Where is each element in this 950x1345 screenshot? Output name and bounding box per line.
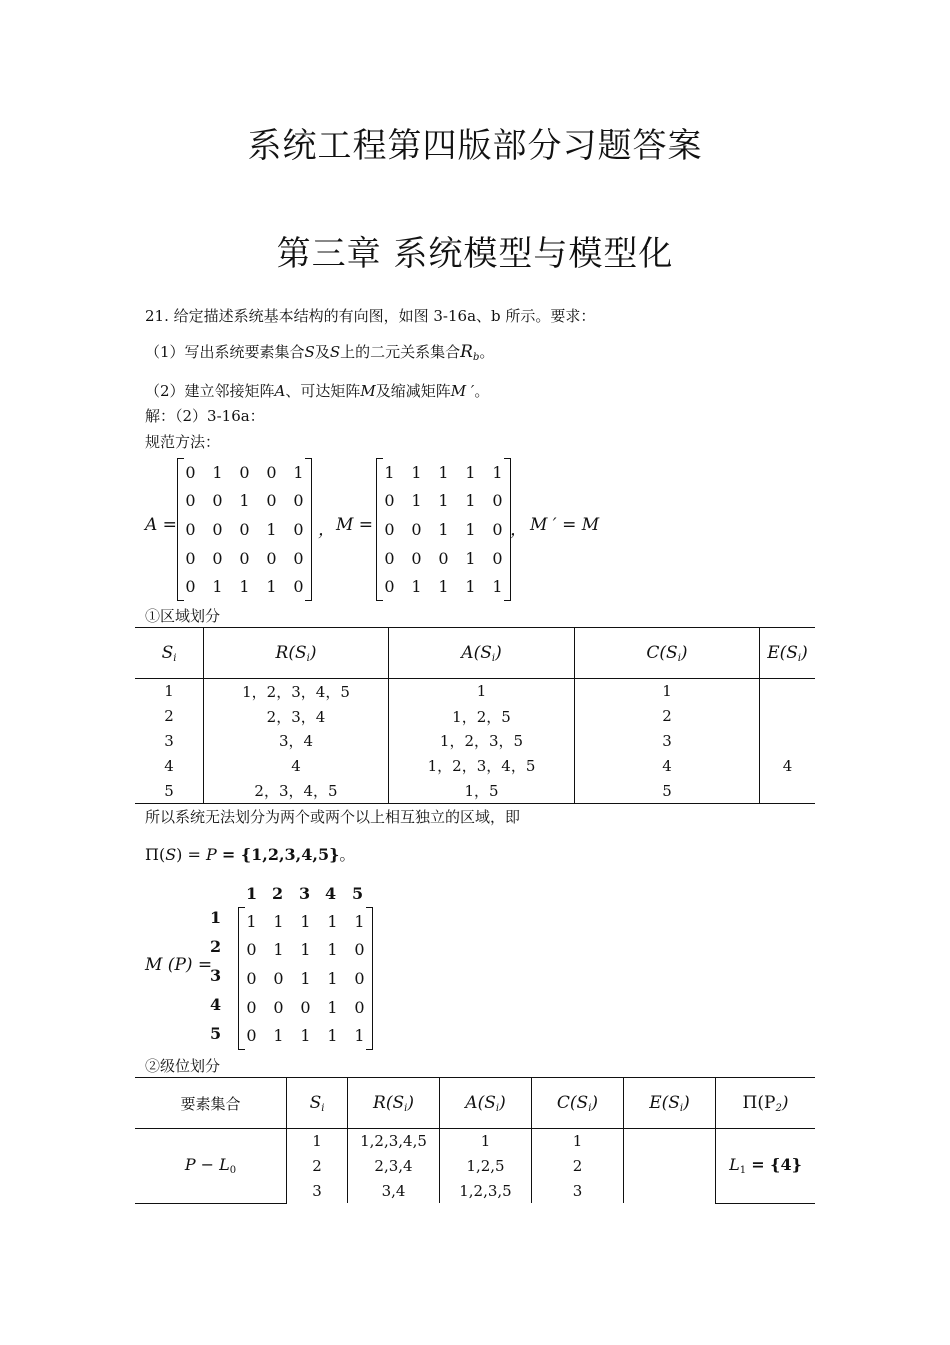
req2-matrix-a: A xyxy=(274,382,286,400)
left-bracket xyxy=(177,458,184,601)
req1-set-s2: S xyxy=(329,343,341,361)
method-label: 规范方法： xyxy=(145,433,221,451)
comma: ， xyxy=(318,520,335,540)
req1-end: 。 xyxy=(479,343,495,361)
a-cell: 0 xyxy=(185,519,196,539)
region-table xyxy=(135,627,815,804)
cell: 2，3，4，5 xyxy=(204,778,389,803)
a-cell: 1 xyxy=(212,577,223,597)
m-cell: 1 xyxy=(492,462,503,482)
col-index: 3 xyxy=(299,884,311,903)
cell: 2 xyxy=(532,1154,624,1179)
a-cell: 1 xyxy=(239,577,250,597)
cell xyxy=(760,778,816,803)
col-header: 要素集合 xyxy=(135,1078,287,1129)
col-header: $E(S_i)$ xyxy=(760,628,816,679)
level-heading: ②级位划分 xyxy=(145,1057,221,1075)
comma: ， xyxy=(510,520,527,540)
a-cell: 0 xyxy=(185,577,196,597)
m-cell: 1 xyxy=(438,491,449,511)
region-heading: ①区域划分 xyxy=(145,607,221,625)
cell xyxy=(760,729,816,754)
cell: 1，2，3，5 xyxy=(389,729,575,754)
a-cell: 0 xyxy=(212,548,223,568)
req1-relation-sub: b xyxy=(472,352,480,363)
mp-cell: 1 xyxy=(327,940,338,960)
matrix-m-label: M = xyxy=(336,515,374,535)
col-index: 1 xyxy=(246,884,258,903)
req2-mid1: 、可达矩阵 xyxy=(285,382,361,400)
mp-cell: 1 xyxy=(300,911,311,931)
m-cell: 1 xyxy=(465,577,476,597)
adjacency-matrix xyxy=(177,458,312,601)
mp-cell: 0 xyxy=(246,997,257,1017)
col-index: 4 xyxy=(325,884,337,903)
matrix-a-label: A = xyxy=(145,515,177,535)
m-cell: 0 xyxy=(492,519,503,539)
req2-matrix-mprime: M ′ xyxy=(450,382,475,400)
a-cell: 1 xyxy=(266,577,277,597)
mp-label: M (P) = xyxy=(145,955,213,975)
m-cell: 0 xyxy=(384,519,395,539)
m-cell: 1 xyxy=(438,577,449,597)
cell: 4 xyxy=(575,753,760,778)
reachability-matrix-grid xyxy=(376,458,511,601)
table-row xyxy=(135,729,815,754)
cell: 2 xyxy=(287,1154,348,1179)
m-cell: 0 xyxy=(384,548,395,568)
page-title: 系统工程第四版部分习题答案 xyxy=(247,126,703,166)
cell: 1 xyxy=(532,1129,624,1154)
table-row xyxy=(135,1129,815,1154)
a-cell: 0 xyxy=(185,462,196,482)
m-cell: 0 xyxy=(492,491,503,511)
m-cell: 0 xyxy=(411,519,422,539)
chapter-title: 第三章 系统模型与模型化 xyxy=(276,234,674,274)
m-cell: 1 xyxy=(465,548,476,568)
req1-mid1: 及 xyxy=(314,343,330,361)
partition-reachability-matrix xyxy=(238,907,373,1050)
row-index: 2 xyxy=(210,937,222,956)
mp-cell: 0 xyxy=(273,968,284,988)
row-index: 1 xyxy=(210,908,222,927)
m-cell: 1 xyxy=(411,491,422,511)
row-index: 3 xyxy=(210,966,222,985)
m-cell: 1 xyxy=(411,577,422,597)
req1-mid2: 上的二元关系集合 xyxy=(340,343,461,361)
requirement-1 xyxy=(145,341,494,363)
formula-close: ) = xyxy=(176,845,201,864)
right-bracket xyxy=(366,907,373,1050)
a-cell: 0 xyxy=(185,548,196,568)
col-header: $E(S_i)$ xyxy=(624,1078,716,1129)
table-row xyxy=(135,753,815,778)
col-header: $R(S_i)$ xyxy=(204,628,389,679)
reachability-matrix xyxy=(376,458,511,601)
mp-cell: 1 xyxy=(300,968,311,988)
cell: 3 xyxy=(287,1179,348,1204)
a-cell: 1 xyxy=(212,462,223,482)
cell: 1 xyxy=(389,679,575,704)
a-cell: 0 xyxy=(293,519,304,539)
a-cell: 0 xyxy=(185,491,196,511)
table-row xyxy=(135,704,815,729)
mp-cell: 1 xyxy=(300,1026,311,1046)
m-cell: 1 xyxy=(438,462,449,482)
req2-end: 。 xyxy=(474,382,490,400)
cell: 1 xyxy=(440,1129,532,1154)
cell: 4 xyxy=(164,756,174,775)
cell: 1，2，3，4，5 xyxy=(204,679,389,704)
mp-cell: 1 xyxy=(327,968,338,988)
partition-formula xyxy=(145,842,355,865)
col-header: $C(S_i)$ xyxy=(532,1078,624,1129)
cell: 3 xyxy=(532,1179,624,1204)
row-index: 4 xyxy=(210,995,222,1014)
a-cell: 0 xyxy=(266,462,277,482)
mp-cell: 1 xyxy=(327,911,338,931)
mp-cell: 1 xyxy=(246,911,257,931)
col-header: $A(S_i)$ xyxy=(389,628,575,679)
pi-symbol: Π( xyxy=(145,845,166,864)
a-cell: 1 xyxy=(239,491,250,511)
cell: 5 xyxy=(575,778,760,803)
cell: 1 xyxy=(164,682,174,701)
formula-s: S xyxy=(165,845,177,864)
a-cell: 1 xyxy=(266,519,277,539)
m-cell: 1 xyxy=(465,491,476,511)
left-bracket xyxy=(238,907,245,1050)
mp-cell: 1 xyxy=(273,911,284,931)
cell xyxy=(760,679,816,704)
cell xyxy=(624,1129,716,1204)
col-header: $\Pi(P_2)$ xyxy=(716,1078,816,1129)
req2-prefix: （2）建立邻接矩阵 xyxy=(145,382,275,400)
mp-cell: 0 xyxy=(354,968,365,988)
col-header: $C(S_i)$ xyxy=(575,628,760,679)
req1-set-s: S xyxy=(304,343,315,361)
cell: 1，5 xyxy=(389,778,575,803)
mp-cell: 0 xyxy=(246,940,257,960)
cell: 4 xyxy=(760,753,816,778)
col-header: $R(S_i)$ xyxy=(348,1078,440,1129)
matrix-mprime-label: M ′ = M xyxy=(530,515,600,535)
a-cell: 1 xyxy=(293,462,304,482)
cell: 3，4 xyxy=(204,729,389,754)
col-header: $S_i$ xyxy=(135,628,204,679)
m-cell: 0 xyxy=(384,491,395,511)
cell: 1,2,3,5 xyxy=(440,1179,532,1204)
a-cell: 0 xyxy=(239,462,250,482)
a-cell: 0 xyxy=(266,548,277,568)
col-header: $A(S_i)$ xyxy=(440,1078,532,1129)
a-cell: 0 xyxy=(239,548,250,568)
mp-cell: 0 xyxy=(273,997,284,1017)
mp-cell: 0 xyxy=(246,968,257,988)
cell: 1 xyxy=(287,1129,348,1154)
mp-cell: 1 xyxy=(354,911,365,931)
solution-label: 解：（2）3-16a： xyxy=(145,407,265,425)
mp-cell: 1 xyxy=(300,940,311,960)
mp-cell: 0 xyxy=(354,997,365,1017)
mp-cell: 0 xyxy=(300,997,311,1017)
a-cell: 0 xyxy=(293,577,304,597)
level-table xyxy=(135,1077,815,1204)
set-cell: $P - L_0$ xyxy=(135,1129,287,1204)
formula-end: 。 xyxy=(339,845,356,864)
table-row xyxy=(135,679,815,704)
m-cell: 0 xyxy=(492,548,503,568)
cell: 3,4 xyxy=(348,1179,440,1204)
region-conclusion: 所以系统无法划分为两个或两个以上相互独立的区域，即 xyxy=(145,808,521,826)
cell: 1,2,5 xyxy=(440,1154,532,1179)
mp-cell: 1 xyxy=(354,1026,365,1046)
col-index: 2 xyxy=(272,884,284,903)
m-cell: 1 xyxy=(438,519,449,539)
result-cell: $L_1 = \{4\}$ xyxy=(716,1129,816,1204)
req1-prefix: （1）写出系统要素集合 xyxy=(145,343,305,361)
m-cell: 0 xyxy=(438,548,449,568)
mp-cell: 1 xyxy=(327,997,338,1017)
a-cell: 0 xyxy=(212,519,223,539)
cell: 2，3，4 xyxy=(204,704,389,729)
col-header: $S_i$ xyxy=(287,1078,348,1129)
m-cell: 1 xyxy=(465,462,476,482)
m-cell: 1 xyxy=(465,519,476,539)
mp-cell: 1 xyxy=(273,940,284,960)
req2-matrix-m: M xyxy=(360,382,376,400)
cell: 1 xyxy=(575,679,760,704)
mp-cell: 1 xyxy=(273,1026,284,1046)
m-cell: 1 xyxy=(411,462,422,482)
mp-grid xyxy=(238,907,373,1050)
cell: 2 xyxy=(575,704,760,729)
cell xyxy=(760,704,816,729)
mp-cell: 0 xyxy=(354,940,365,960)
m-cell: 0 xyxy=(384,577,395,597)
cell: 1，2，3，4，5 xyxy=(389,753,575,778)
a-cell: 0 xyxy=(293,491,304,511)
req1-relation-r: R xyxy=(460,342,473,362)
a-cell: 0 xyxy=(266,491,277,511)
m-cell: 1 xyxy=(384,462,395,482)
cell: 2 xyxy=(164,707,174,726)
m-cell: 0 xyxy=(411,548,422,568)
cell: 5 xyxy=(135,778,204,803)
m-cell: 1 xyxy=(492,577,503,597)
col-index: 5 xyxy=(352,884,364,903)
left-bracket xyxy=(376,458,383,601)
cell: 1，2，5 xyxy=(389,704,575,729)
requirement-2 xyxy=(145,380,489,401)
mp-cell: 1 xyxy=(327,1026,338,1046)
cell: 2,3,4 xyxy=(348,1154,440,1179)
table-row xyxy=(135,778,815,803)
a-cell: 0 xyxy=(239,519,250,539)
a-cell: 0 xyxy=(293,548,304,568)
a-cell: 0 xyxy=(212,491,223,511)
req2-mid2: 及缩减矩阵 xyxy=(375,382,451,400)
row-index: 5 xyxy=(210,1024,222,1043)
formula-p: P xyxy=(206,845,217,864)
cell: 1,2,3,4,5 xyxy=(348,1129,440,1154)
cell: 4 xyxy=(204,753,389,778)
formula-set: = {1,2,3,4,5} xyxy=(221,845,340,864)
cell: 3 xyxy=(575,729,760,754)
right-bracket xyxy=(305,458,312,601)
mp-cell: 0 xyxy=(246,1026,257,1046)
cell: 3 xyxy=(164,731,174,750)
problem-statement: 21. 给定描述系统基本结构的有向图，如图 3-16a、b 所示。要求： xyxy=(145,307,596,325)
adjacency-matrix-grid xyxy=(177,458,312,601)
